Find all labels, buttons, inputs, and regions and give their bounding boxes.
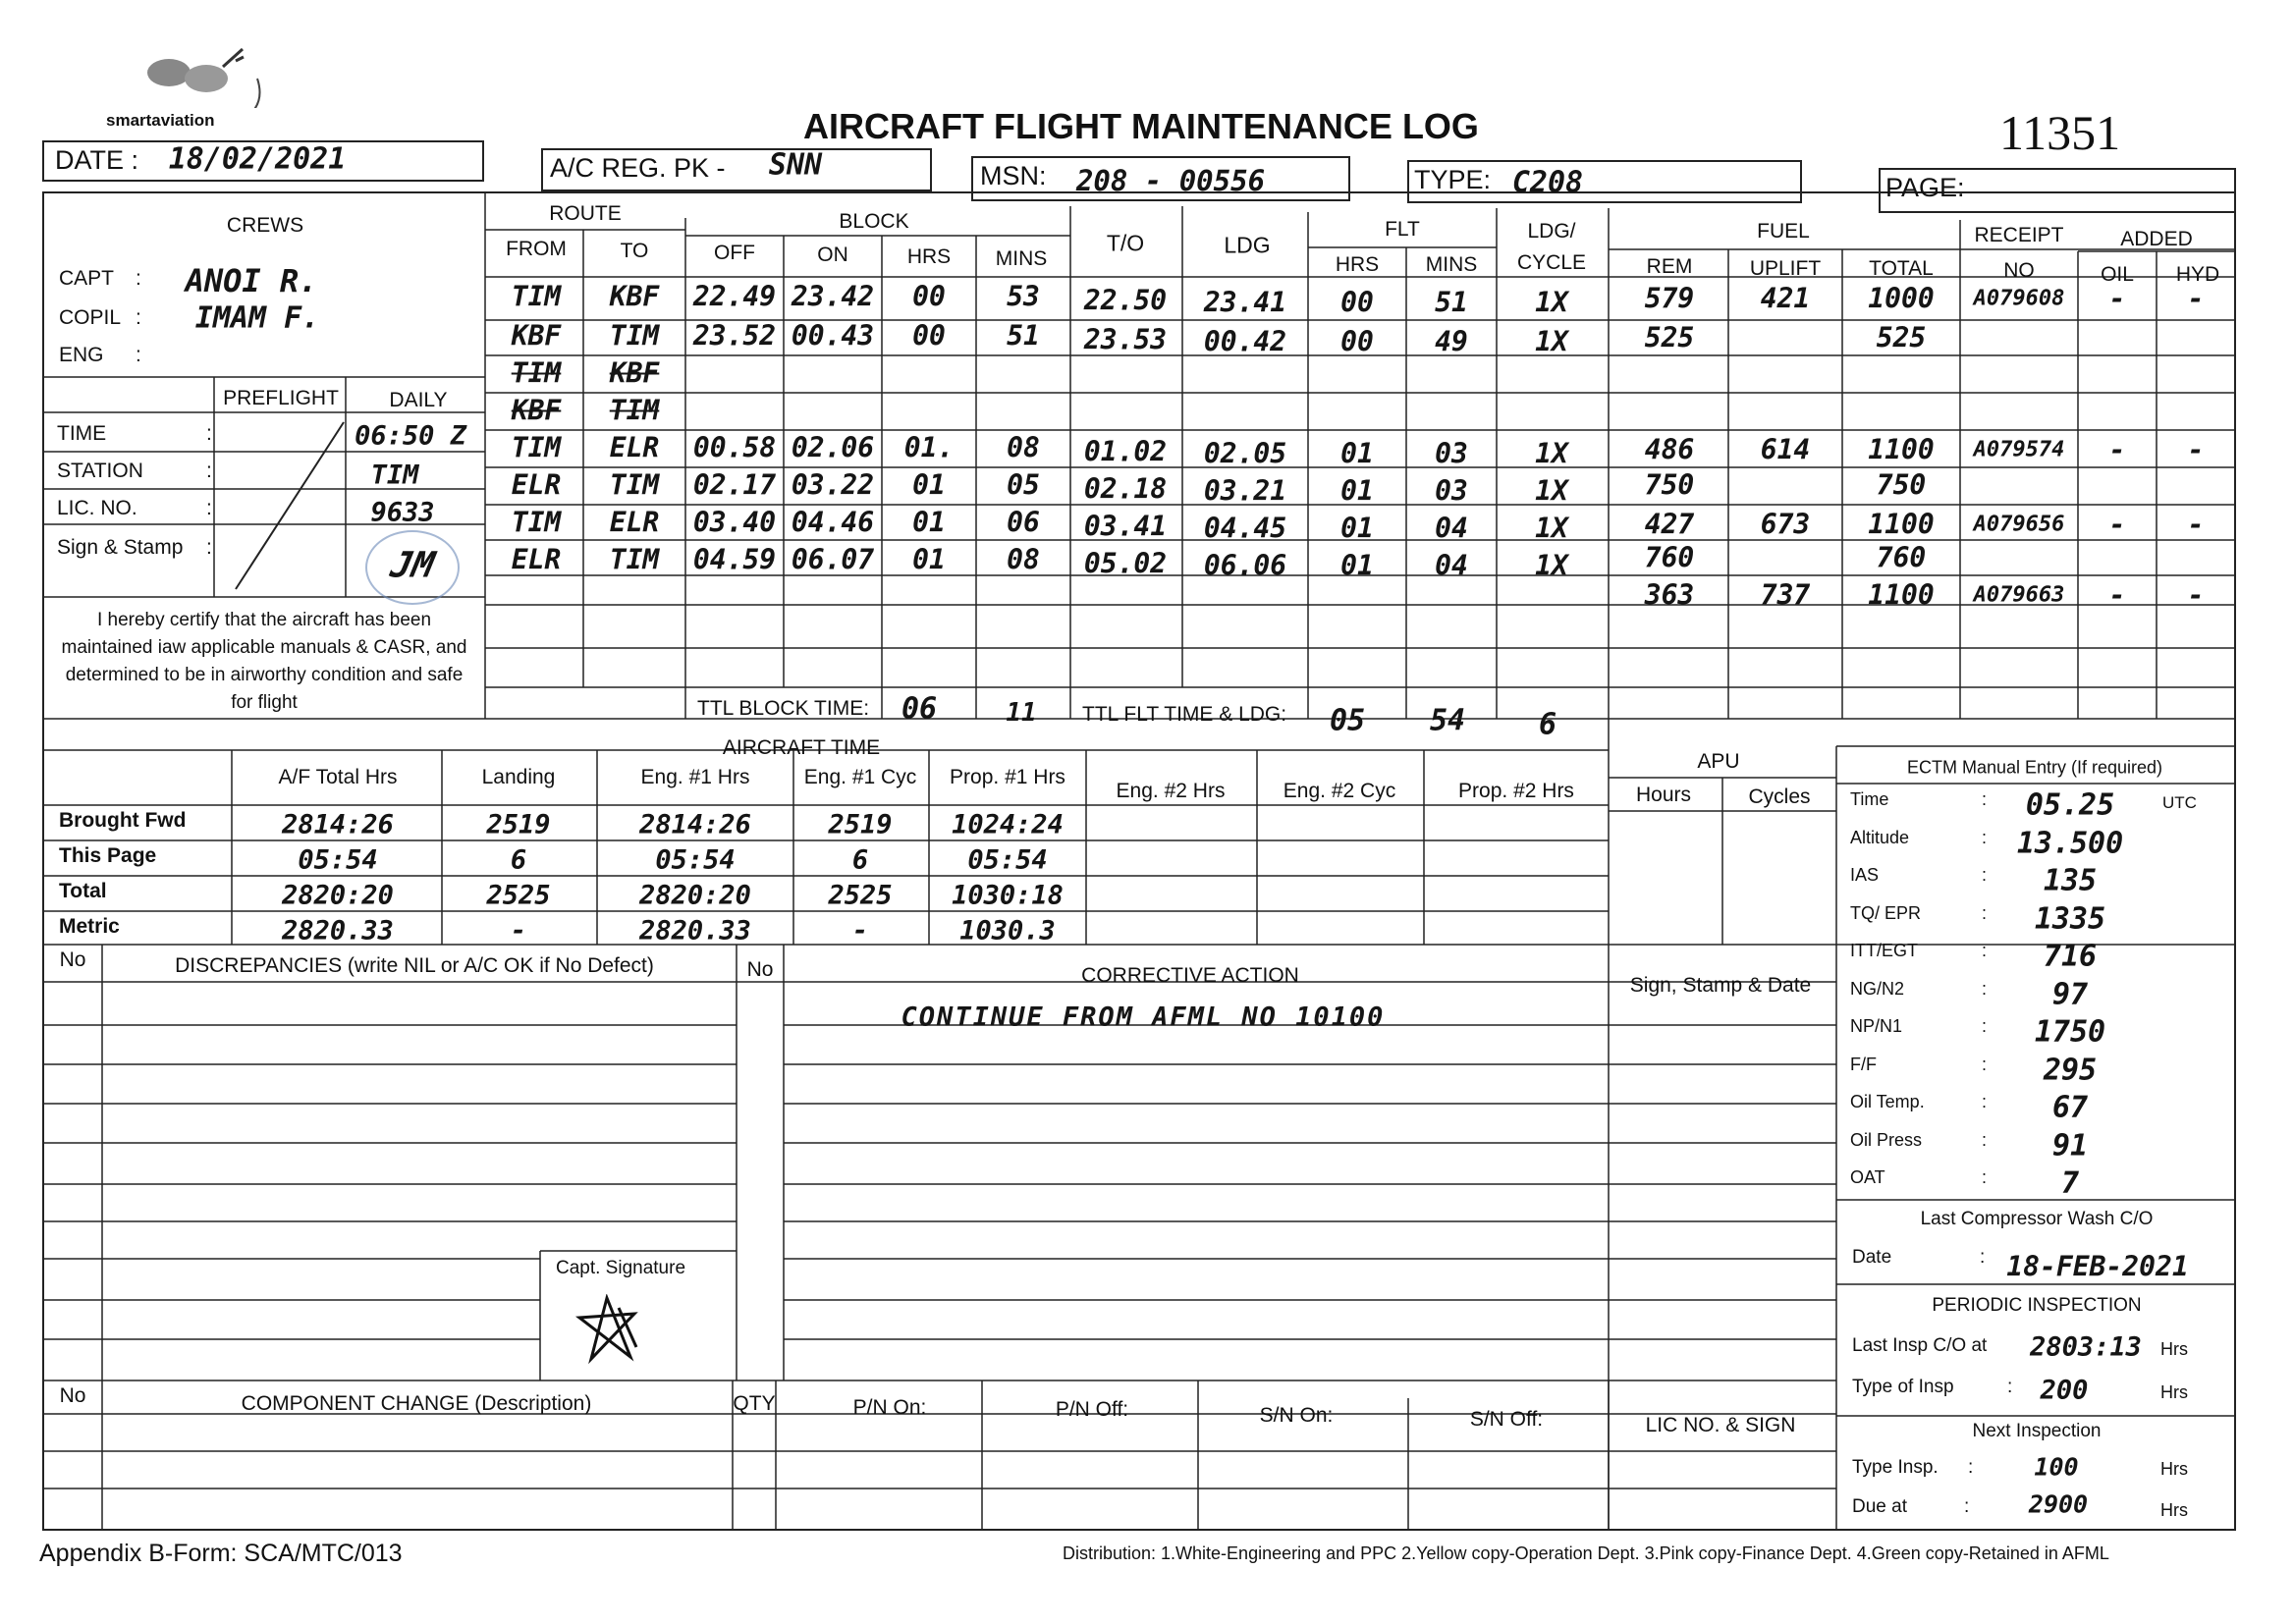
lic-sign-heading: LIC NO. & SIGN [1645,1414,1796,1436]
flight-to[interactable]: KBF [609,280,660,313]
off-heading: OFF [714,242,755,264]
apu-hours-heading: Hours [1635,784,1692,806]
flight-cyc[interactable]: 1X [1535,512,1568,545]
corrective-no-heading: No [746,958,774,981]
aircraft-time-column-heading: Prop. #1 Hrs [950,766,1065,788]
capt-label: CAPT [59,267,115,290]
aircraft-time-value[interactable]: 2525 [828,880,893,911]
hrs-unit: Hrs [2160,1339,2188,1359]
flight-ldg[interactable]: 00.42 [1203,325,1287,358]
captain-signature-icon [574,1294,652,1365]
flt-hrs-heading: HRS [1335,253,1380,276]
landing-heading: LDG [1224,232,1271,258]
due-at-value[interactable]: 2900 [2028,1489,2089,1519]
ectm-label: Altitude [1850,827,1910,847]
flight-cyc[interactable]: 1X [1535,474,1568,508]
apu-cycles-heading: Cycles [1748,785,1811,808]
flight-on[interactable]: 06.07 [791,543,875,576]
fuel-oil[interactable]: - [2108,578,2126,612]
form-serial-number: 11351 [1999,105,2121,160]
aircraft-time-column-heading: Eng. #2 Cyc [1283,780,1396,802]
type-of-insp-value[interactable]: 200 [2040,1375,2089,1406]
due-at-label: Due at [1852,1496,1907,1517]
flight-from[interactable]: TIM [511,356,562,390]
flight-to[interactable]: ELR [609,431,660,464]
ectm-value[interactable]: 7 [2060,1165,2080,1201]
logo-text: smartaviation [106,111,215,130]
ectm-label: Oil Temp. [1850,1092,1925,1111]
receipt-heading: RECEIPT NO [1974,224,2064,282]
aircraft-time-value[interactable]: 6 [510,844,527,876]
next-inspection-heading: Next Inspection [1972,1421,2102,1441]
hrs-unit: Hrs [2160,1382,2188,1402]
fuel-uplift[interactable]: 737 [1760,578,1811,612]
fuel-hyd[interactable]: - [2187,282,2205,315]
msn-label: MSN: [980,161,1047,190]
flight-hrs[interactable]: 01 [912,468,946,502]
msn-value[interactable]: 208 - 00556 [1075,164,1266,197]
hrs-unit: Hrs [2160,1500,2188,1520]
ectm-value[interactable]: 295 [2043,1053,2098,1087]
fuel-rem[interactable]: 750 [1644,468,1695,502]
ectm-value[interactable]: 05.25 [2025,787,2115,823]
flight-ldg[interactable]: 23.41 [1203,286,1287,319]
discrepancy-no-heading: No [59,948,86,971]
fuel-heading: FUEL [1757,220,1810,243]
fuel-rem[interactable]: 486 [1644,433,1695,466]
aircraft-time-column-heading: Prop. #2 Hrs [1458,780,1574,802]
ttl-block-mins[interactable]: 11 [1006,698,1037,728]
fuel-rem[interactable]: 363 [1644,578,1695,612]
fuel-uplift[interactable]: 421 [1760,282,1811,315]
flight-ldg[interactable]: 02.05 [1203,437,1287,470]
flight-hrs[interactable]: 00 [912,319,946,352]
discrepancies-heading: DISCREPANCIES (write NIL or A/C OK if No Defect) [175,954,654,977]
route-heading: ROUTE [549,202,622,225]
flight-on[interactable]: 23.42 [791,280,875,313]
flight-hrs[interactable]: 01 [912,506,946,539]
station-label: STATION [57,460,143,482]
colon: : [1964,1496,1970,1517]
colon: : [1982,941,1988,960]
component-change-heading: COMPONENT CHANGE (Description) [241,1392,592,1415]
pn-on-heading: P/N On: [852,1396,927,1419]
flight-cyc[interactable]: 1X [1535,549,1568,582]
fuel-oil[interactable]: - [2108,508,2126,541]
fuel-hyd[interactable]: - [2187,508,2205,541]
airplane-logo-icon [110,39,277,108]
fuel-receipt[interactable]: A079574 [1973,437,2065,462]
flight-from[interactable]: TIM [511,280,562,313]
added-heading: ADDED [2120,228,2193,250]
colon: : [1982,978,1988,999]
aircraft-time-value[interactable]: 2814:26 [639,809,751,840]
aircraft-time-value[interactable]: 2519 [828,809,893,840]
fuel-oil[interactable]: - [2108,433,2126,466]
aircraft-time-row-label: Brought Fwd [59,809,187,832]
flight-to[interactable]: TIM [609,543,660,576]
flight-ldg[interactable]: 04.45 [1203,512,1287,545]
aircraft-time-value[interactable]: 6 [851,844,869,876]
wash-date-label: Date [1852,1247,1892,1268]
flight-takeoff-time[interactable]: 03.41 [1083,510,1168,543]
flight-hrs[interactable]: 01 [912,543,946,576]
ectm-value[interactable]: 135 [2043,863,2098,898]
fuel-rem[interactable]: 579 [1644,282,1695,315]
ectm-value[interactable]: 1750 [2034,1014,2106,1050]
preflight-heading: PREFLIGHT [223,387,339,409]
to-heading: TO [620,240,649,262]
flight-to[interactable]: TIM [609,468,660,502]
fuel-total[interactable]: 1000 [1868,282,1935,315]
fuel-hyd[interactable]: - [2187,578,2205,612]
aircraft-time-row-label: Metric [59,915,120,938]
colon: : [1982,1016,1988,1036]
fuel-total[interactable]: 1100 [1868,508,1935,541]
flight-fmins[interactable]: 51 [1435,286,1468,319]
total-heading: TOTAL [1869,257,1934,280]
block-heading: BLOCK [839,210,909,233]
aircraft-time-value[interactable]: 05:54 [655,844,736,876]
lic-no-label: LIC. NO. [57,497,137,519]
flight-from[interactable]: ELR [511,468,562,502]
colon: : [136,306,141,329]
type-insp-label: Type Insp. [1852,1457,1939,1478]
component-no-heading: No [59,1384,86,1407]
flight-cyc[interactable]: 1X [1535,437,1568,470]
copil-name[interactable]: IMAM F. [194,300,320,336]
date-label: DATE : [55,145,139,175]
ectm-value[interactable]: 716 [2043,939,2098,974]
colon: : [136,267,141,290]
aircraft-time-heading: AIRCRAFT TIME [722,736,881,759]
mins-heading: MINS [995,247,1048,270]
aircraft-time-row-label: This Page [59,844,157,867]
colon: : [1982,1129,1988,1150]
company-logo [106,39,277,130]
flight-off[interactable]: 04.59 [692,543,777,576]
colon: : [136,344,141,366]
ectm-value[interactable]: 91 [2051,1128,2089,1163]
aircraft-time-value[interactable]: 2820.33 [639,915,751,947]
pn-off-heading: P/N Off: [1055,1398,1129,1421]
colon: : [1980,1247,1986,1268]
hrs-unit: Hrs [2160,1459,2188,1479]
flight-fhrs[interactable]: 01 [1340,437,1374,470]
fuel-rem[interactable]: 427 [1644,508,1695,541]
flight-to[interactable]: TIM [609,319,660,352]
flight-from[interactable]: ELR [511,543,562,576]
aircraft-time-column-heading: Eng. #1 Cyc [803,766,917,788]
corrective-action-heading: CORRECTIVE ACTION [1081,964,1299,987]
sn-on-heading: S/N On: [1259,1404,1334,1427]
flight-takeoff-time[interactable]: 23.53 [1083,323,1168,356]
takeoff-heading: T/O [1106,230,1145,256]
type-of-insp-label: Type of Insp [1852,1377,1954,1397]
flight-hrs[interactable]: 01. [903,431,955,464]
aircraft-time-value[interactable]: 05:54 [967,844,1048,876]
flight-from[interactable]: TIM [511,506,562,539]
ectm-value[interactable]: 1335 [2034,901,2106,936]
ectm-value[interactable]: 13.500 [2016,826,2124,860]
ttl-block-hrs[interactable]: 06 [901,691,938,727]
flight-hrs[interactable]: 00 [912,280,946,313]
fuel-receipt[interactable]: A079656 [1973,512,2065,537]
ectm-label: TQ/ EPR [1850,902,1922,923]
fuel-total[interactable]: 760 [1876,541,1927,574]
hrs-heading: HRS [906,245,952,268]
rem-heading: REM [1646,255,1693,278]
colon: : [206,460,212,482]
colon: : [1982,789,1988,809]
fuel-receipt[interactable]: A079608 [1973,286,2065,311]
on-heading: ON [817,244,848,266]
flight-off[interactable]: 22.49 [692,280,777,313]
crews-heading: CREWS [226,214,304,237]
ttl-block-label: TTL BLOCK TIME: [697,697,870,720]
last-insp-label: Last Insp C/O at [1852,1335,1988,1356]
colon: : [1982,902,1988,923]
colon: : [1968,1457,1974,1478]
daily-lic-no[interactable]: 9633 [370,497,435,528]
periodic-inspection-heading: PERIODIC INSPECTION [1932,1295,2142,1316]
sn-off-heading: S/N Off: [1469,1408,1544,1431]
flight-mins[interactable]: 06 [1007,506,1040,539]
flight-on[interactable]: 02.06 [791,431,875,464]
colon: : [1982,1054,1988,1074]
capt-signature-heading: Capt. Signature [555,1258,686,1278]
flight-fhrs[interactable]: 01 [1340,549,1374,582]
colon: : [1982,865,1988,885]
flight-off[interactable]: 00.58 [692,431,777,464]
reg-value[interactable]: SNN [768,147,823,183]
ectm-label: NP/N1 [1850,1016,1903,1036]
eng-label: ENG [59,344,104,366]
flight-fmins[interactable]: 49 [1435,325,1468,358]
time-label: TIME [57,422,107,445]
daily-heading: DAILY [389,389,448,411]
utc-label: UTC [2162,793,2197,812]
flight-takeoff-time[interactable]: 02.18 [1083,472,1168,506]
flight-to[interactable]: TIM [609,394,660,427]
flight-fmins[interactable]: 04 [1435,512,1468,545]
certification-statement: I hereby certify that the aircraft has been maintained iaw applicable manuals & CASR, and determined to be in airworthy condition and safe for flight [61,610,467,713]
flight-cyc[interactable]: 1X [1535,286,1568,319]
sign-stamp-date-heading: Sign, Stamp & Date [1629,974,1812,997]
fuel-receipt[interactable]: A079663 [1973,582,2065,608]
flight-to[interactable]: KBF [609,356,660,390]
aircraft-time-value[interactable]: 1030:18 [952,880,1064,911]
type-value[interactable]: C208 [1511,165,1584,200]
aircraft-time-value[interactable]: 1030.3 [959,915,1056,947]
aircraft-time-value[interactable]: 2820.33 [282,915,394,947]
flight-fhrs[interactable]: 01 [1340,474,1374,508]
flight-fhrs[interactable]: 00 [1340,325,1374,358]
form-title: AIRCRAFT FLIGHT MAINTENANCE LOG [803,106,1479,146]
flight-off[interactable]: 23.52 [692,319,777,352]
date-value[interactable]: 18/02/2021 [168,141,347,177]
flight-to[interactable]: ELR [609,506,660,539]
flight-fmins[interactable]: 04 [1435,549,1468,582]
flight-ldg[interactable]: 03.21 [1203,474,1287,508]
hyd-heading: HYD [2175,263,2220,286]
compressor-wash-date[interactable]: 18-FEB-2021 [2006,1250,2189,1283]
page-label: PAGE: [1885,173,1965,202]
flight-on[interactable]: 00.43 [791,319,875,352]
fuel-total[interactable]: 1100 [1868,578,1935,612]
fuel-total[interactable]: 525 [1876,321,1927,354]
reg-label: A/C REG. PK - [550,153,726,183]
flight-mins[interactable]: 51 [1007,319,1040,352]
fuel-total[interactable]: 1100 [1868,433,1935,466]
ectm-label: ITT/EGT [1850,941,1918,960]
ttl-ldg[interactable]: 6 [1538,707,1557,742]
flight-on[interactable]: 03.22 [791,468,875,502]
distribution-note: Distribution: 1.White-Engineering and PPC 2.Yellow copy-Operation Dept. 3.Pink copy-Finance Dept. 4.Green copy-Retained in AFML [1063,1543,2109,1563]
ectm-heading: ECTM Manual Entry (If required) [1906,757,2163,778]
colon: : [2007,1377,2013,1397]
ectm-label: Oil Press [1850,1129,1923,1150]
daily-station[interactable]: TIM [370,460,419,491]
uplift-heading: UPLIFT [1749,257,1822,280]
colon: : [206,497,212,519]
ectm-label: Time [1850,789,1889,809]
ectm-value[interactable]: 67 [2051,1090,2089,1125]
ldg-cycle-heading: LDG/ CYCLE [1516,220,1587,274]
flight-fmins[interactable]: 03 [1435,474,1468,508]
colon: : [1982,827,1988,847]
type-label: TYPE: [1414,165,1492,194]
fuel-oil[interactable]: - [2108,282,2126,315]
aircraft-time-value[interactable]: 2525 [486,880,551,911]
flight-fhrs[interactable]: 00 [1340,286,1374,319]
colon: : [206,422,212,445]
ectm-label: OAT [1850,1167,1885,1187]
ectm-value[interactable]: 97 [2051,977,2089,1011]
aircraft-time-value[interactable]: - [851,915,869,947]
flight-cyc[interactable]: 1X [1535,325,1568,358]
fuel-total[interactable]: 750 [1876,468,1927,502]
flight-from[interactable]: KBF [511,394,562,427]
fuel-rem[interactable]: 760 [1644,541,1695,574]
flight-from[interactable]: KBF [511,319,562,352]
flight-off[interactable]: 03.40 [692,506,777,539]
copil-label: COPIL [59,306,122,329]
flight-fhrs[interactable]: 01 [1340,512,1374,545]
flight-from[interactable]: TIM [511,431,562,464]
aircraft-time-value[interactable]: 2814:26 [282,809,394,840]
aircraft-time-column-heading: Eng. #1 Hrs [640,766,750,788]
flight-mins[interactable]: 08 [1007,431,1040,464]
ectm-label: IAS [1850,865,1880,885]
fuel-hyd[interactable]: - [2187,433,2205,466]
colon: : [1982,1167,1988,1187]
flight-takeoff-time[interactable]: 22.50 [1083,284,1168,317]
daily-signature[interactable]: JM [386,545,439,586]
aircraft-time-value[interactable]: 1024:24 [952,809,1064,840]
from-heading: FROM [506,238,567,260]
qty-heading: QTY [733,1392,776,1415]
flight-on[interactable]: 04.46 [791,506,875,539]
flt-mins-heading: MINS [1425,253,1478,276]
flight-mins[interactable]: 53 [1007,280,1040,313]
flight-off[interactable]: 02.17 [692,468,777,502]
sign-stamp-label: Sign & Stamp [57,536,184,559]
last-compressor-wash-heading: Last Compressor Wash C/O [1920,1209,2154,1229]
appendix-form-ref: Appendix B-Form: SCA/MTC/013 [39,1540,403,1567]
colon: : [1982,1092,1988,1111]
flight-mins[interactable]: 05 [1007,468,1040,502]
colon: : [206,536,212,559]
fuel-uplift[interactable]: 673 [1760,508,1811,541]
aircraft-time-value[interactable]: 2820:20 [639,880,751,911]
ectm-label: F/F [1850,1054,1877,1074]
flight-takeoff-time[interactable]: 05.02 [1083,547,1168,580]
corrective-action-text[interactable]: CONTINUE FROM AFML NO 10100 [901,1001,1386,1033]
aircraft-time-column-heading: Landing [481,766,556,788]
ttl-flt-label: TTL FLT TIME & LDG: [1082,703,1287,726]
fuel-rem[interactable]: 525 [1644,321,1695,354]
ttl-flt-hrs[interactable]: 05 [1329,703,1366,738]
aircraft-time-value[interactable]: - [510,915,527,947]
aircraft-time-column-heading: Eng. #2 Hrs [1116,780,1226,802]
daily-time[interactable]: 06:50 Z [355,420,466,452]
flight-fmins[interactable]: 03 [1435,437,1468,470]
next-type-insp-value[interactable]: 100 [2034,1452,2079,1482]
flight-takeoff-time[interactable]: 01.02 [1083,435,1168,468]
last-insp-value[interactable]: 2803:13 [2030,1331,2142,1363]
aircraft-time-row-label: Total [59,880,107,902]
oil-heading: OIL [2101,263,2134,286]
aircraft-time-column-heading: A/F Total Hrs [278,766,398,788]
ttl-flt-mins[interactable]: 54 [1429,703,1466,738]
flt-heading: FLT [1385,218,1420,241]
aircraft-time-value[interactable]: 2519 [486,809,551,840]
aircraft-time-value[interactable]: 2820:20 [282,880,394,911]
apu-heading: APU [1697,750,1740,773]
capt-name[interactable]: ANOI R. [185,262,318,299]
fuel-uplift[interactable]: 614 [1760,433,1811,466]
flight-ldg[interactable]: 06.06 [1203,549,1287,582]
captain-signature[interactable] [574,1294,652,1370]
ectm-label: NG/N2 [1850,978,1905,999]
aircraft-time-value[interactable]: 05:54 [298,844,378,876]
flight-mins[interactable]: 08 [1007,543,1040,576]
